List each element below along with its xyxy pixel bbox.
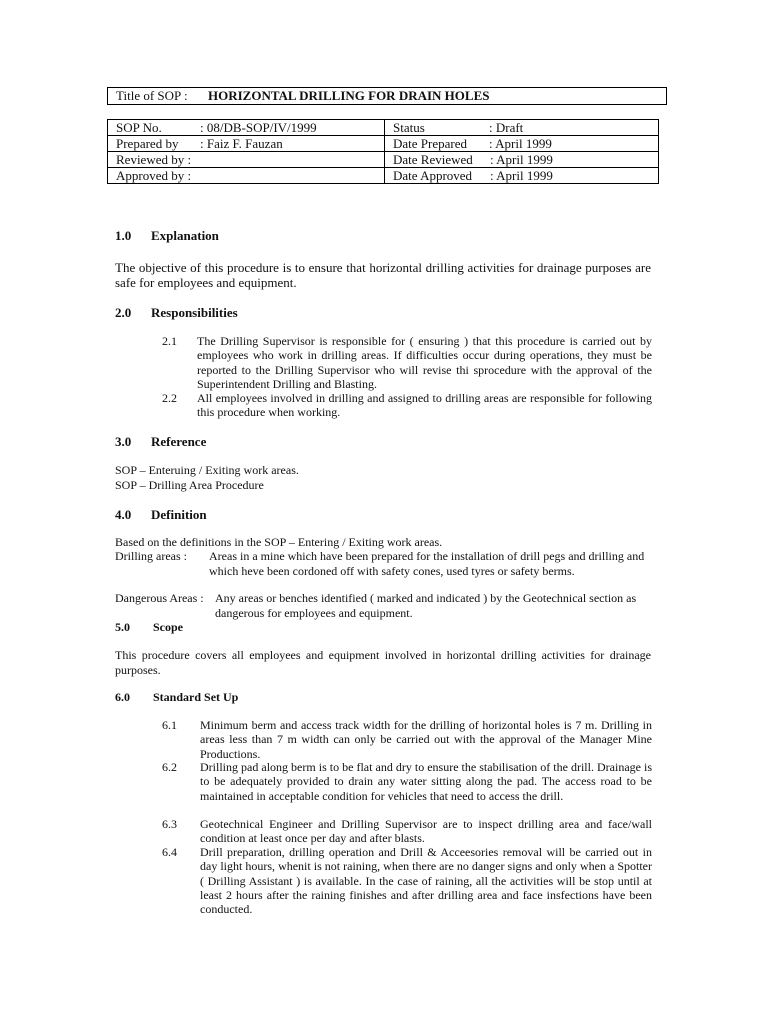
reference-line: SOP – Drilling Area Procedure <box>115 478 264 492</box>
item-number: 6.3 <box>162 817 177 831</box>
reference-line: SOP – Enteruing / Exiting work areas. <box>115 463 299 477</box>
list-item <box>162 718 652 761</box>
item-number: 6.4 <box>162 845 177 859</box>
table-row <box>108 152 659 168</box>
prepared-by-label: Prepared by <box>116 135 179 151</box>
item-number: 6.2 <box>162 760 177 774</box>
sop-metadata-table <box>107 119 659 184</box>
prepared-by-cell <box>108 136 385 152</box>
definition-desc: Areas in a mine which have been prepared for the installation of drill pegs and drilling and which heve been cordoned off with safety cones, used tyres or safety berms. <box>209 549 645 578</box>
title-value: HORIZONTAL DRILLING FOR DRAIN HOLES <box>208 88 490 103</box>
item-text: All employees involved in drilling and assigned to drilling areas are responsible for following this procedure when working. <box>197 391 652 420</box>
table-row <box>108 168 659 184</box>
status-value: : Draft <box>489 119 524 135</box>
item-number: 6.1 <box>162 718 177 732</box>
section-number: 3.0 <box>115 434 132 449</box>
date-reviewed-cell <box>385 152 659 168</box>
date-prepared-value: : April 1999 <box>489 135 552 151</box>
approved-by-cell <box>108 168 385 184</box>
sop-number-label: SOP No. <box>116 119 162 135</box>
date-prepared-cell <box>385 136 659 152</box>
item-text: Minimum berm and access track width for the drilling of horizontal holes is 7 m. Drilling in areas less than 7 m width can only be carried out with the approval of the Manager Mine Productions. <box>200 718 652 761</box>
item-number: 2.1 <box>162 334 177 348</box>
item-text: Geotechnical Engineer and Drilling Supervisor are to inspect drilling area and face/wall condition at least once per day and after blasts. <box>200 817 652 846</box>
definition-desc: Any areas or benches identified ( marked and indicated ) by the Geotechnical section as dangerous for employees and equipment. <box>215 591 637 620</box>
explanation-paragraph: The objective of this procedure is to ensure that horizontal drilling activities for drainage purposes are safe for employees and equipment. <box>115 260 651 290</box>
list-item <box>162 845 652 916</box>
date-reviewed-value: : April 1999 <box>490 151 553 167</box>
scope-paragraph: This procedure covers all employees and equipment involved in horizontal drilling activities for drainage purposes. <box>115 648 651 677</box>
item-number: 2.2 <box>162 391 177 405</box>
section-title: Scope <box>153 620 183 634</box>
section-heading-standard-set-up <box>115 690 238 705</box>
item-text: Drilling pad along berm is to be flat and dry to ensure the stabilisation of the drill. Drainage is to be adequately provided to drain any water sitting along the pad. The access road to be maintained in acceptable condition for vehicles that need to access the drill. <box>200 760 652 803</box>
section-number: 2.0 <box>115 305 132 320</box>
section-heading-scope <box>115 620 183 635</box>
title-label: Title of SOP : <box>116 88 188 103</box>
date-approved-value: : April 1999 <box>490 167 553 183</box>
section-number: 5.0 <box>115 620 130 634</box>
table-row <box>108 136 659 152</box>
list-item <box>162 334 652 391</box>
list-item <box>162 817 652 846</box>
definition-term: Drilling areas : <box>115 549 187 563</box>
section-number: 1.0 <box>115 228 132 243</box>
date-prepared-label: Date Prepared <box>393 135 467 151</box>
date-approved-label: Date Approved <box>393 167 473 183</box>
table-row <box>108 120 659 136</box>
definition-intro: Based on the definitions in the SOP – Entering / Exiting work areas. <box>115 535 443 549</box>
section-heading-definition <box>115 507 207 522</box>
sop-title-box <box>107 87 667 105</box>
section-heading-reference <box>115 434 206 449</box>
section-heading-responsibilities <box>115 305 238 320</box>
sop-number-value: : 08/DB-SOP/IV/1999 <box>200 119 317 135</box>
definition-drilling-areas <box>115 549 655 578</box>
section-heading-explanation <box>115 228 219 243</box>
reviewed-by-label: Reviewed by : <box>116 151 192 167</box>
item-text: Drill preparation, drilling operation and Drill & Acceesories removal will be carried out in day light hours, whenit is not raining, when there are no danger signs and only when a Spotter ( Drilling Assistant ) is available. In the case of raining, all the activities will be stop until at least 2 hours after the raining finishes and after drilling area and face insfections have been conducted. <box>200 845 652 917</box>
list-item <box>162 760 652 803</box>
reviewed-by-cell <box>108 152 385 168</box>
date-reviewed-label: Date Reviewed <box>393 151 473 167</box>
section-number: 4.0 <box>115 507 132 522</box>
date-approved-cell <box>385 168 659 184</box>
status-label: Status <box>393 119 425 135</box>
item-text: The Drilling Supervisor is responsible for ( ensuring ) that this procedure is carried out by employees who work in drilling areas. If difficulties occur during operations, they must be reported to the Drilling Supervisor who will revise thi sprocedure with the approval of the Superintendent Drilling and Blasting. <box>197 334 652 391</box>
section-title: Standard Set Up <box>153 690 239 704</box>
approved-by-label: Approved by : <box>116 167 192 183</box>
section-number: 6.0 <box>115 690 130 704</box>
prepared-by-value: : Faiz F. Fauzan <box>200 135 283 151</box>
status-cell <box>385 120 659 136</box>
section-title: Responsibilities <box>151 305 238 320</box>
definition-term: Dangerous Areas : <box>115 591 204 605</box>
list-item <box>162 391 652 420</box>
section-title: Definition <box>151 507 207 522</box>
section-title: Explanation <box>151 228 219 243</box>
sop-number-cell <box>108 120 385 136</box>
section-title: Reference <box>151 434 207 449</box>
definition-dangerous-areas <box>115 591 655 620</box>
